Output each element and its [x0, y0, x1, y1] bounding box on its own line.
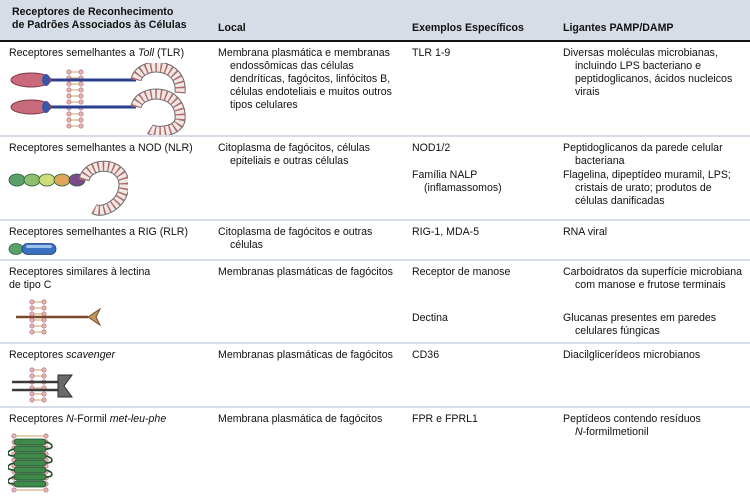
example-dectin: Dectina — [412, 312, 448, 324]
table-row-rig — [0, 221, 750, 259]
tlr-receptor-icon — [8, 63, 188, 135]
example-mannose: Receptor de manose — [412, 266, 511, 278]
header-examples: Exemplos Específicos — [412, 22, 524, 34]
header-receptors — [12, 6, 186, 32]
receptor-name-rig: Receptores semelhantes a RIG (RLR) — [9, 226, 188, 238]
header-local: Local — [218, 22, 246, 34]
ligand-fpr — [563, 413, 743, 439]
rig-receptor-icon — [8, 242, 58, 256]
ligand-fpr-line2: N-formilmetionil — [575, 425, 649, 438]
example-cd36: CD36 — [412, 349, 440, 361]
example-fpr: FPR e FPRL1 — [412, 413, 478, 425]
example-nalp-line2: (inflamassomos) — [424, 181, 502, 194]
receptor-name-nod: Receptores semelhantes a NOD (NLR) — [9, 142, 193, 154]
example-nalp-line1: Família NALP — [412, 169, 478, 181]
table-row-fpr — [0, 408, 750, 501]
example-nalp — [412, 169, 552, 195]
table-row-lectin — [0, 261, 750, 342]
header-receptors-line1: Receptores de Reconhecimento — [12, 6, 174, 18]
ligand-tlr: Diversas moléculas microbianas, incluindo LPS bacteriano e peptidoglicanos, ácidos nucleicos virais — [563, 47, 733, 98]
ligand-nod: Peptidoglicanos da parede celular bacteriana — [563, 142, 723, 167]
table-row-nod — [0, 137, 750, 219]
location-nod: Citoplasma de fagócitos, células epiteliais e outras células — [218, 142, 370, 167]
location-tlr: Membrana plasmática e membranas endossômicas das células dendríticas, fagócitos, linfócitos B, células endoteliais e muitos outros tipos celulares — [218, 47, 392, 111]
receptor-name-lectin-line1: Receptores similares à lectina — [9, 266, 151, 278]
receptor-name-lectin — [9, 266, 209, 292]
location-rig: Citoplasma de fagócitos e outras células — [218, 226, 373, 251]
table-row-tlr — [0, 42, 750, 135]
example-tlr: TLR 1-9 — [412, 47, 451, 59]
ligand-scavenger: Diacilglicerídeos microbianos — [563, 349, 701, 361]
example-rig: RIG-1, MDA-5 — [412, 226, 480, 238]
table-row-scavenger — [0, 344, 750, 406]
lectin-receptor-icon — [8, 298, 108, 338]
location-fpr: Membrana plasmática de fagócitos — [218, 413, 383, 425]
scavenger-receptor-icon — [8, 366, 78, 404]
table-header — [0, 0, 750, 42]
nod-receptor-icon — [8, 159, 128, 217]
receptor-name-tlr: Receptores semelhantes a Toll (TLR) — [9, 47, 185, 59]
ligand-dectin: Glucanas presentes em paredes celulares fúngicas — [563, 312, 717, 337]
receptor-name-fpr: Receptores N-Formil met-leu-phe — [9, 413, 167, 425]
fpr-receptor-icon — [8, 430, 58, 496]
example-nod: NOD1/2 — [412, 142, 451, 154]
ligand-rig: RNA viral — [563, 226, 608, 238]
header-ligands: Ligantes PAMP/DAMP — [563, 22, 674, 34]
location-lectin: Membranas plasmáticas de fagócitos — [218, 266, 393, 278]
ligand-nalp: Flagelina, dipeptídeo muramil, LPS; cristais de urato; produtos de células danificadas — [563, 169, 731, 207]
ligand-mannose: Carboidratos da superfície microbiana com manose e frutose terminais — [563, 266, 743, 291]
location-scavenger: Membranas plasmáticas de fagócitos — [218, 349, 393, 361]
receptor-name-scavenger: Receptores scavenger — [9, 349, 116, 361]
ligand-fpr-line1: Peptídeos contendo resíduos — [563, 413, 701, 425]
header-receptors-line2: de Padrões Associados às Células — [12, 18, 187, 31]
receptor-name-lectin-line2: de tipo C — [9, 278, 52, 291]
